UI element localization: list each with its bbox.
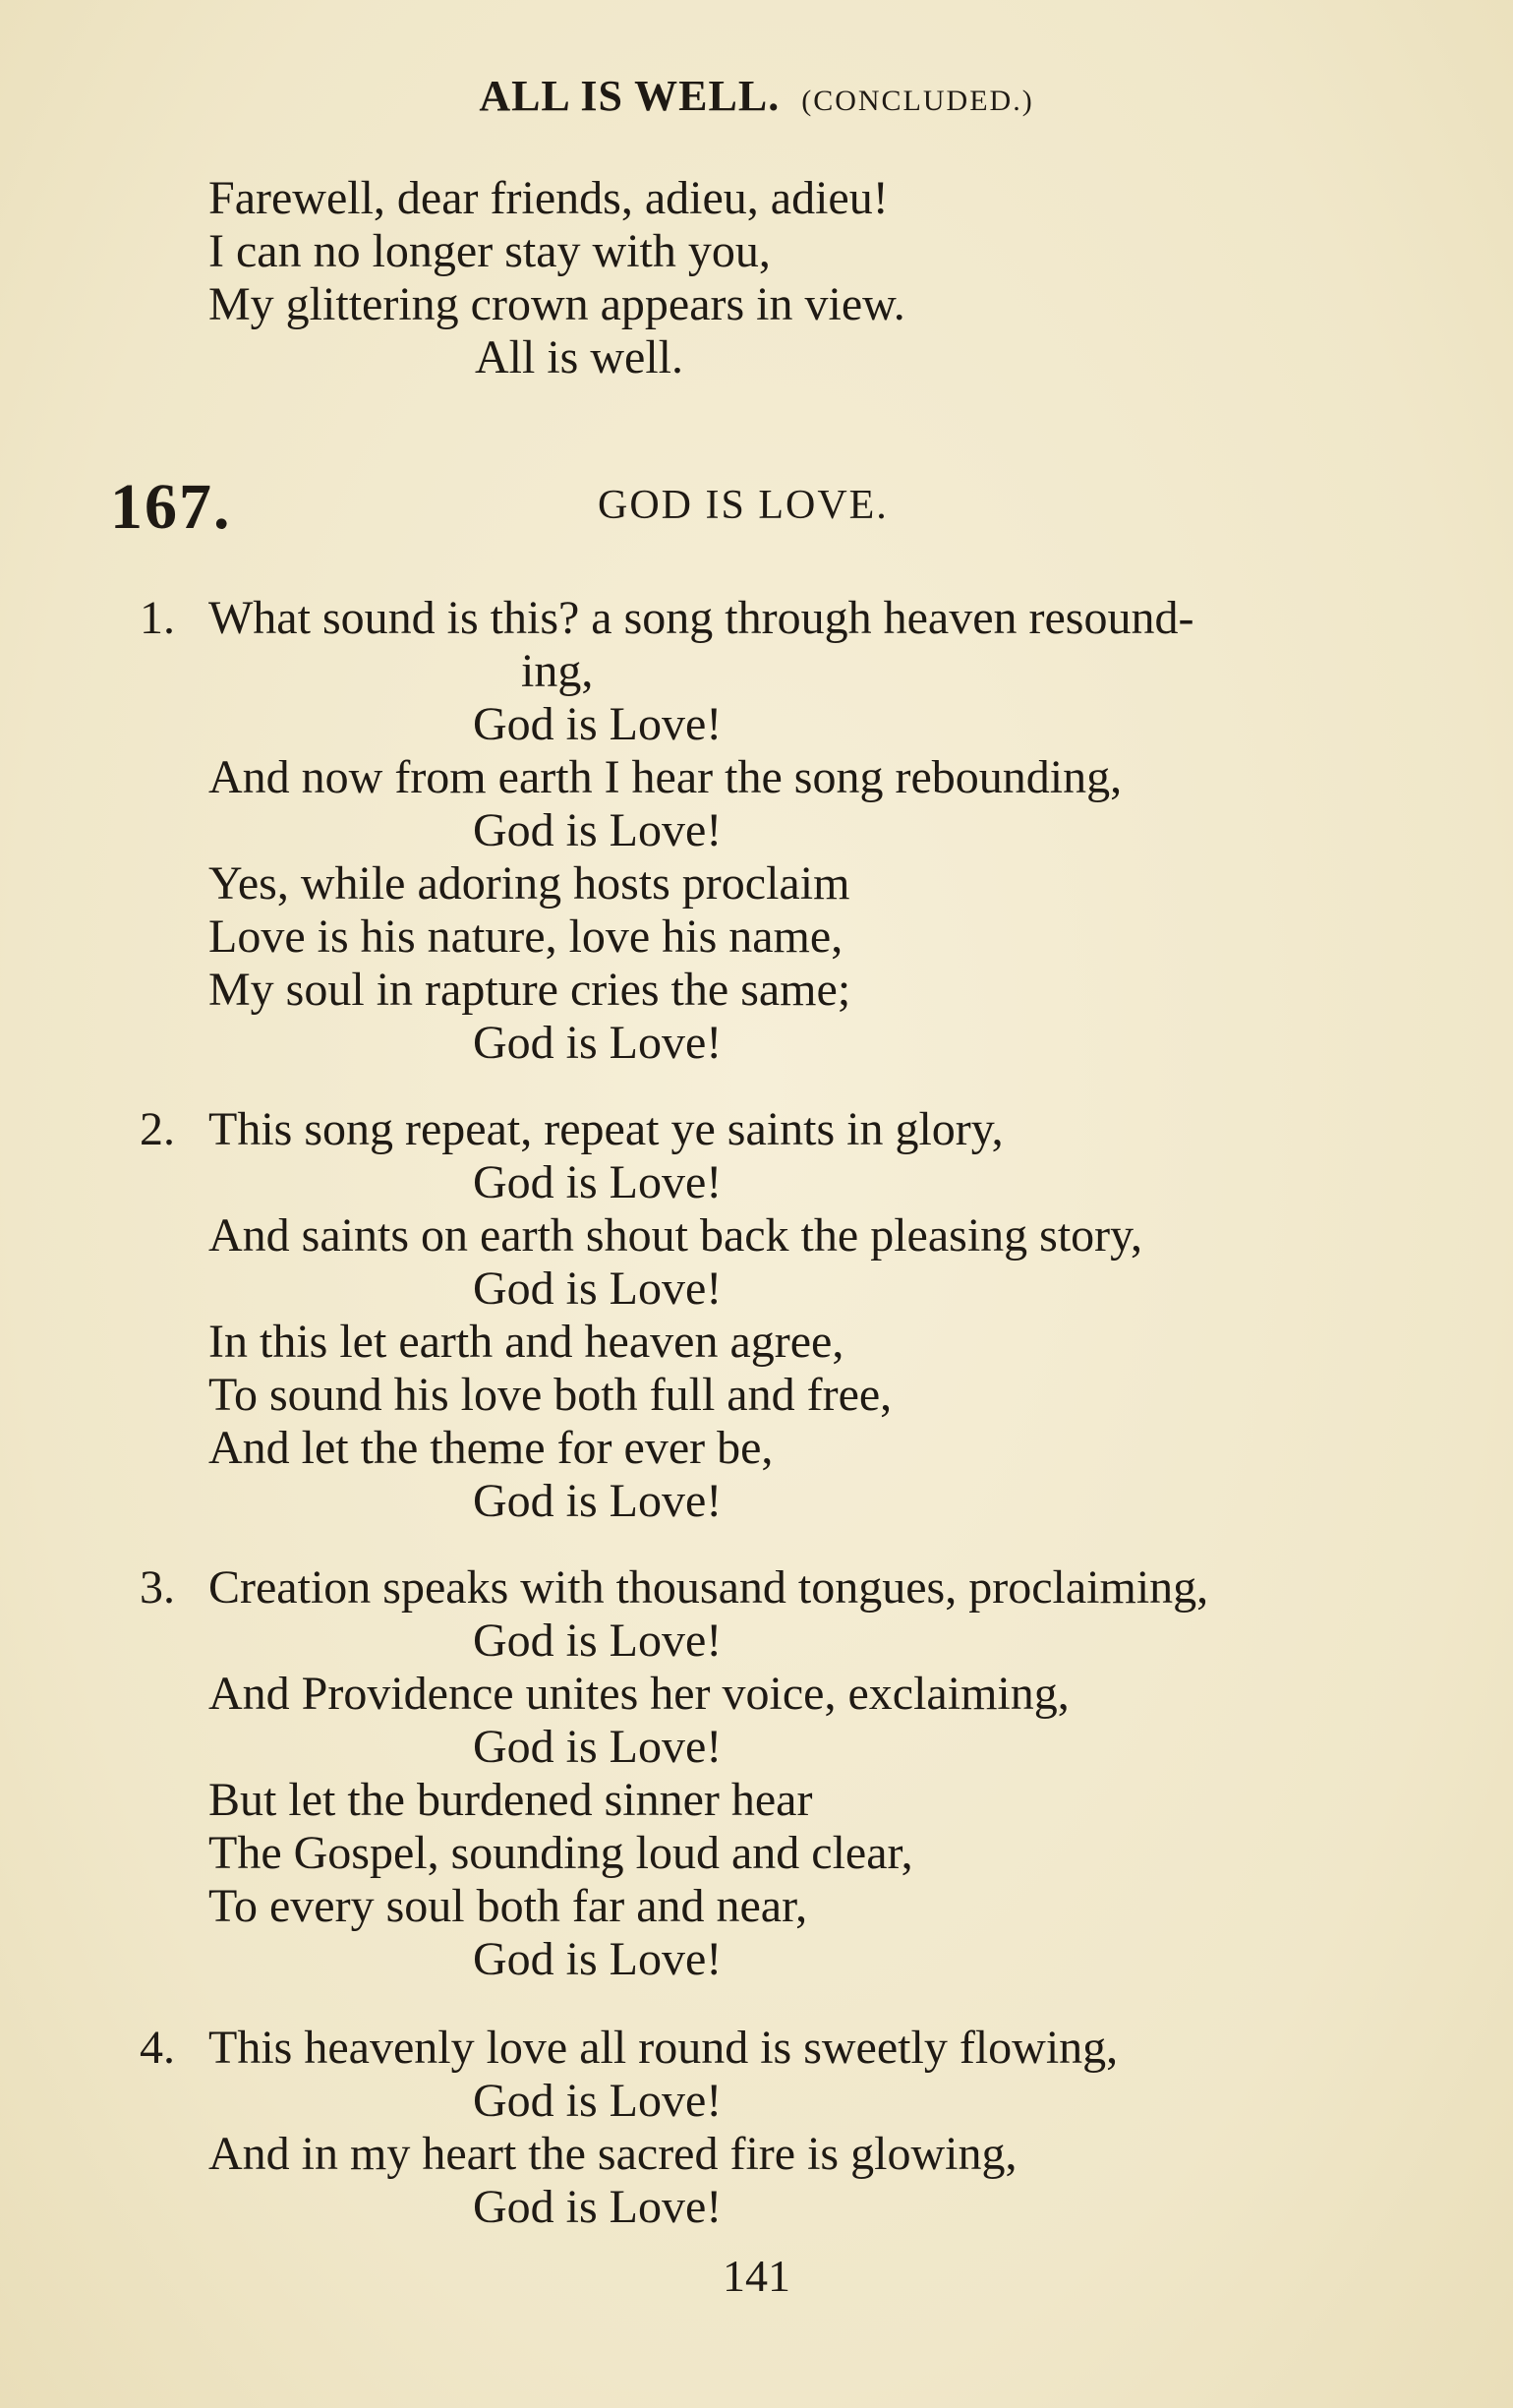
- prev-hymn-line: I can no longer stay with you,: [208, 225, 771, 277]
- refrain-line: God is Love!: [473, 1263, 723, 1315]
- refrain-line: God is Love!: [473, 1156, 723, 1208]
- running-head: [0, 71, 1513, 121]
- hymn-title: GOD IS LOVE.: [598, 483, 889, 528]
- verse-line: And now from earth I hear the song rebounding,: [208, 751, 1123, 803]
- verse-line-continuation: ing,: [521, 645, 594, 697]
- verse-line: This heavenly love all round is sweetly flowing,: [208, 2022, 1119, 2074]
- refrain-line: God is Love!: [473, 1475, 723, 1527]
- page-number: 141: [723, 2251, 790, 2301]
- hymn-number: 167.: [110, 471, 232, 543]
- prev-hymn-line: Farewell, dear friends, adieu, adieu!: [208, 172, 889, 224]
- verse-line: And Providence unites her voice, exclaiming,: [208, 1668, 1070, 1720]
- verse-line: Love is his nature, love his name,: [208, 910, 844, 963]
- prev-hymn-refrain: All is well.: [475, 331, 683, 383]
- refrain-line: God is Love!: [473, 1721, 723, 1773]
- verse-number: 1.: [140, 592, 175, 644]
- refrain-line: God is Love!: [473, 698, 723, 750]
- refrain-line: God is Love!: [473, 1615, 723, 1667]
- verse-line: And saints on earth shout back the pleasing story,: [208, 1209, 1143, 1262]
- verse-line: And let the theme for ever be,: [208, 1422, 774, 1474]
- running-head-title: ALL IS WELL.: [479, 72, 781, 120]
- verse-line: Yes, while adoring hosts proclaim: [208, 857, 850, 910]
- verse-line: What sound is this? a song through heaven resound-: [208, 592, 1194, 644]
- refrain-line: God is Love!: [473, 804, 723, 856]
- verse-number: 3.: [140, 1561, 175, 1614]
- verse-line: The Gospel, sounding loud and clear,: [208, 1827, 913, 1879]
- refrain-line: God is Love!: [473, 1017, 723, 1069]
- prev-hymn-line: My glittering crown appears in view.: [208, 278, 905, 330]
- verse-line: This song repeat, repeat ye saints in glory,: [208, 1103, 1004, 1155]
- verse-line: Creation speaks with thousand tongues, proclaiming,: [208, 1561, 1209, 1614]
- running-head-note: (CONCLUDED.): [801, 85, 1034, 117]
- verse-number: 4.: [140, 2022, 175, 2074]
- verse-number: 2.: [140, 1103, 175, 1155]
- verse-line: But let the burdened sinner hear: [208, 1774, 813, 1826]
- verse-line: In this let earth and heaven agree,: [208, 1316, 844, 1368]
- refrain-line: God is Love!: [473, 1933, 723, 1985]
- verse-line: To every soul both far and near,: [208, 1880, 808, 1932]
- verse-line: To sound his love both full and free,: [208, 1369, 893, 1421]
- refrain-line: God is Love!: [473, 2181, 723, 2233]
- verse-line: And in my heart the sacred fire is glowing,: [208, 2128, 1018, 2180]
- verse-line: My soul in rapture cries the same;: [208, 964, 851, 1016]
- refrain-line: God is Love!: [473, 2075, 723, 2127]
